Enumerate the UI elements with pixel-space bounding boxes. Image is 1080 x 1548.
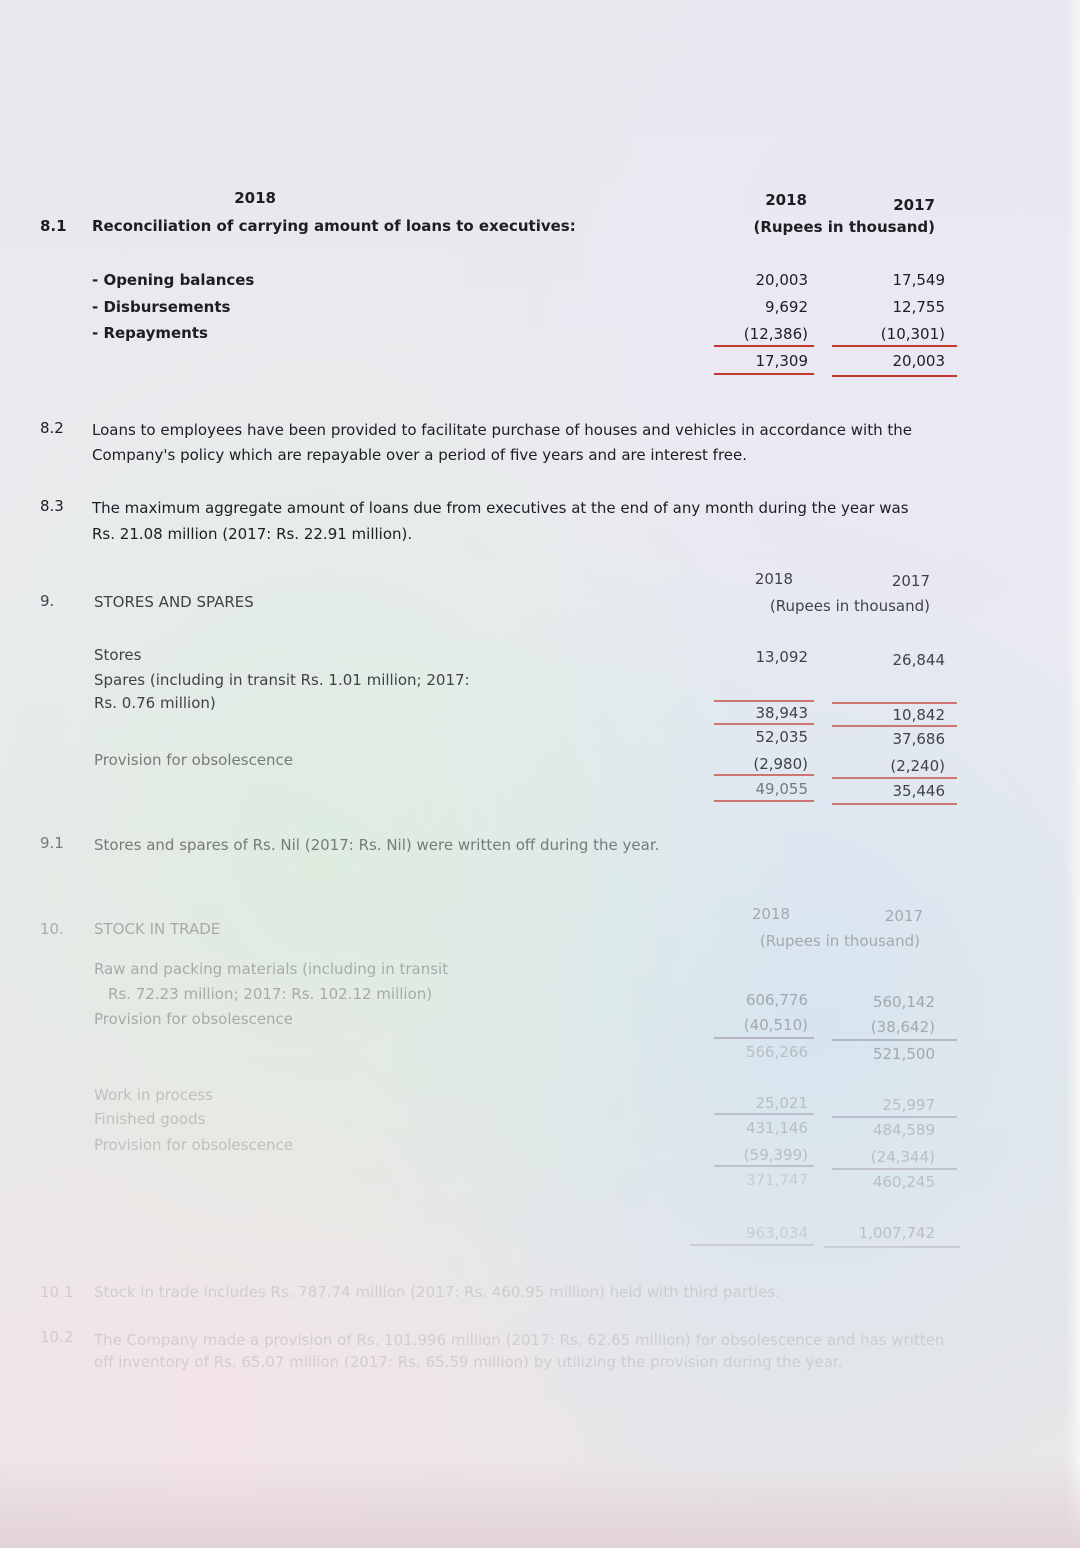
raw-materials-2018: 606,776: [745, 991, 808, 1009]
work-in-process-2017: 25,997: [882, 1096, 935, 1114]
finished-goods-label: Finished goods: [94, 1110, 206, 1128]
disbursements-2018: 9,692: [765, 298, 808, 316]
provision-1-2017-s10: (38,642): [870, 1018, 935, 1036]
spares-subtotal-rule-2017: [832, 725, 957, 727]
fg-net-2017: 460,245: [872, 1173, 935, 1191]
year-2018-s10: 2018: [751, 905, 790, 923]
grand-total-rule-2017: [824, 1246, 960, 1248]
total-2017-s9: 35,446: [892, 782, 945, 800]
grand-total-rule-2018: [690, 1244, 814, 1246]
repayments-2017: (10,301): [880, 325, 945, 343]
subtotal-rule-2017-s81: [832, 345, 957, 347]
finished-goods-2017: 484,589: [872, 1121, 935, 1139]
total-2017-s81: 20,003: [892, 352, 945, 370]
raw-materials-label-line-2: Rs. 72.23 million; 2017: Rs. 102.12 million): [108, 985, 433, 1003]
total-2018-s81: 17,309: [755, 352, 808, 370]
stores-spares-subtotal-2017: 37,686: [892, 730, 945, 748]
total-2018-s9: 49,055: [755, 780, 808, 798]
unit-label-s9: (Rupees in thousand): [769, 597, 930, 615]
row-disbursements-label: - Disbursements: [92, 298, 231, 316]
disbursements-2017: 12,755: [892, 298, 945, 316]
section-number-8-1: 8.1: [40, 217, 67, 235]
raw-materials-label-line-1: Raw and packing materials (including in transit: [94, 960, 449, 978]
provision-obsolescence-label-1-s10: Provision for obsolescence: [94, 1010, 294, 1028]
fg-net-rule-2017: [832, 1168, 957, 1170]
year-2018-s81: 2018: [765, 191, 807, 209]
spares-2017: 10,842: [892, 706, 945, 724]
row-opening-balances-label: - Opening balances: [92, 271, 255, 289]
provision-2017-s9: (2,240): [890, 757, 945, 775]
year-2017-s9: 2017: [891, 572, 930, 590]
year-2017-s10: 2017: [884, 907, 923, 925]
year-header-2018-s81: 2018: [234, 189, 276, 207]
finished-goods-rule-2018: [714, 1113, 814, 1115]
paragraph-8-2-line-1: Loans to employees have been provided to facilitate purchase of houses and vehicles in accordance with the: [92, 421, 912, 439]
section-number-8-3: 8.3: [40, 497, 64, 515]
provision-obsolescence-label-2-s10: Provision for obsolescence: [94, 1136, 294, 1154]
section-title-9: STORES AND SPARES: [94, 593, 254, 611]
section-number-10-1: 10.1: [40, 1283, 74, 1301]
repayments-2018: (12,386): [743, 325, 808, 343]
section-title-8-1: Reconciliation of carrying amount of loans to executives:: [92, 217, 576, 235]
page-bottom-shade: [0, 1458, 1080, 1548]
section-number-10: 10.: [40, 920, 64, 938]
fg-net-2018: 371,747: [745, 1171, 808, 1189]
opening-balances-2018: 20,003: [755, 271, 808, 289]
spares-label-line-1: Spares (including in transit Rs. 1.01 million; 2017:: [94, 671, 470, 689]
provision-2018-s9: (2,980): [753, 755, 808, 773]
spares-rule-2018: [714, 700, 814, 702]
work-in-process-2018: 25,021: [755, 1094, 808, 1112]
provision-obsolescence-label-s9: Provision for obsolescence: [94, 751, 294, 769]
provision-rule-2018-s9: [714, 774, 814, 776]
provision-rule-2017-s9: [832, 777, 957, 779]
subtotal-rule-2018-s81: [714, 345, 814, 347]
paragraph-8-2-line-2: Company's policy which are repayable over a period of five years and are interest free.: [92, 446, 748, 464]
provision-2-2017-s10: (24,344): [870, 1148, 935, 1166]
section-number-9: 9.: [40, 592, 55, 610]
total-rule-2017-s9: [832, 803, 957, 805]
stores-2017: 26,844: [892, 651, 945, 669]
stores-2018: 13,092: [755, 648, 808, 666]
provision-1-2018-s10: (40,510): [743, 1016, 808, 1034]
raw-materials-2017: 560,142: [872, 993, 935, 1011]
opening-balances-2017: 17,549: [892, 271, 945, 289]
raw-net-rule-2017: [832, 1039, 957, 1041]
unit-label-s81: (Rupees in thousand): [753, 218, 935, 236]
stores-label: Stores: [94, 646, 142, 664]
provision-2-2018-s10: (59,399): [743, 1146, 808, 1164]
grand-total-2018-s10: 963,034: [745, 1224, 808, 1242]
finished-goods-2018: 431,146: [745, 1119, 808, 1137]
total-rule-2018-s9: [714, 800, 814, 802]
spares-subtotal-rule-2018: [714, 723, 814, 725]
year-2017-s81: 2017: [893, 196, 935, 214]
paragraph-8-3-line-1: The maximum aggregate amount of loans due from executives at the end of any month during the year was: [92, 499, 909, 517]
raw-net-rule-2018: [714, 1037, 814, 1039]
raw-net-2018: 566,266: [745, 1043, 808, 1061]
section-title-10: STOCK IN TRADE: [94, 920, 221, 938]
row-repayments-label: - Repayments: [92, 324, 208, 342]
fg-net-rule-2018: [714, 1165, 814, 1167]
unit-label-s10: (Rupees in thousand): [759, 932, 920, 950]
paragraph-9-1: Stores and spares of Rs. Nil (2017: Rs. Nil) were written off during the year.: [94, 836, 660, 854]
paragraph-10-2-line-1: The Company made a provision of Rs. 101.996 million (2017: Rs. 62.65 million) for obsolescence and has written: [94, 1331, 945, 1349]
finished-goods-rule-2017: [832, 1116, 957, 1118]
raw-net-2017: 521,500: [872, 1045, 935, 1063]
grand-total-2017-s10: 1,007,742: [858, 1224, 935, 1242]
paragraph-10-2-line-2: off inventory of Rs. 65.07 million (2017: Rs. 65.59 million) by utilizing the provision during the year.: [94, 1353, 843, 1371]
paragraph-10-1: Stock in trade includes Rs. 787.74 million (2017: Rs. 460.95 million) held with third parties.: [94, 1283, 780, 1301]
total-rule-2018-s81: [714, 373, 814, 375]
stores-spares-subtotal-2018: 52,035: [755, 728, 808, 746]
paragraph-8-3-line-2: Rs. 21.08 million (2017: Rs. 22.91 million).: [92, 525, 413, 543]
section-number-10-2: 10.2: [40, 1328, 74, 1346]
page-edge-highlight: [1066, 0, 1080, 1548]
spares-2018: 38,943: [755, 704, 808, 722]
section-number-8-2: 8.2: [40, 419, 64, 437]
work-in-process-label: Work in process: [94, 1086, 213, 1104]
year-2018-s9: 2018: [754, 570, 793, 588]
spares-label-line-2: Rs. 0.76 million): [94, 694, 216, 712]
total-rule-2017-s81: [832, 375, 957, 377]
section-number-9-1: 9.1: [40, 834, 64, 852]
spares-rule-2017: [832, 702, 957, 704]
